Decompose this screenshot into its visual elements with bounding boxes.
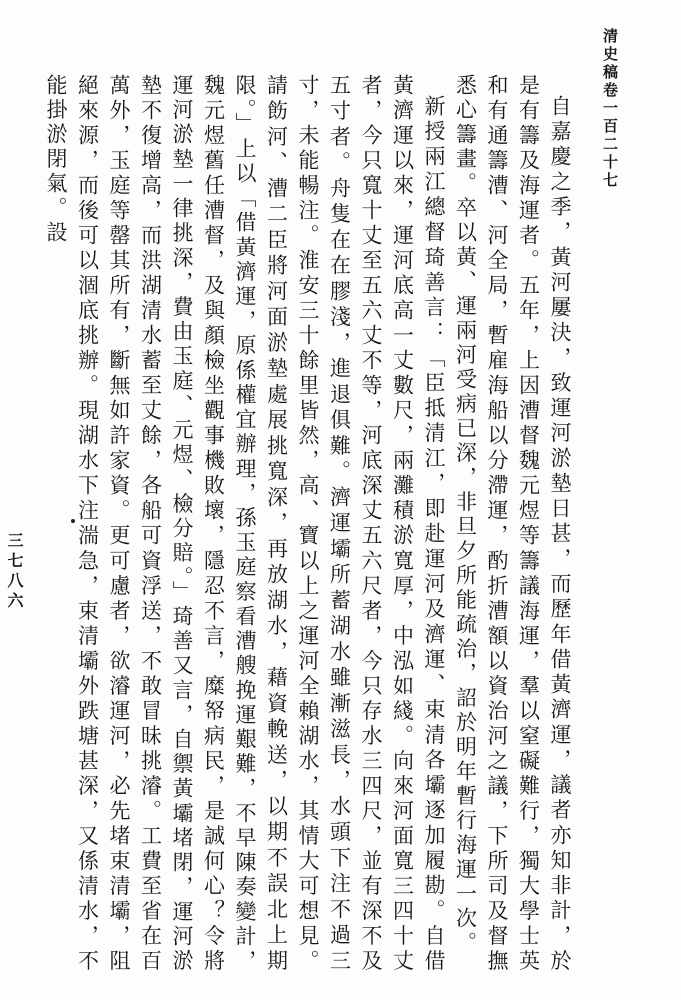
paragraph-1: 自嘉慶之季，黃河屢決，致運河淤墊日甚，而歷年借黃濟運，議者亦知非計，於是有籌及海運者。五年，上因漕督魏元煜等籌議海運，羣以窒礙難行，獨大學士英和有通籌漕、河全局，暫雇海船以分滯運，酌折漕額以資治河之議，下所司及督撫悉心籌畫。卒以黃、運兩河受病已深，非旦夕所能疏治，詔於明年暫行海運一次。	[453, 74, 572, 974]
vertical-text-body	[44, 74, 575, 974]
running-header: 清史稿卷一百二十七	[601, 28, 619, 190]
paragraph-2: 新授兩江總督琦善言：「臣抵清江，即赴運河及濟運、束清各壩逐加履勘。自借黃濟運以來，運河底高一丈數尺，兩灘積淤寬厚，中泓如綫。向來河面寬三四十丈者，今只寬十丈至五六丈不等，河底深丈五六尺者，今只存水三四尺，並有深不及五寸者。舟隻在在膠淺，進退俱難。濟運壩所蓄湖水雖漸滋長，水頭下注不過三寸，未能暢注。淮安三十餘里皆然，高、寶以上之運河全賴湖水，其情大可想見。請飭河、漕二臣將河面淤墊處展挑寬深，再放湖水，藉資輓送，以期不誤北上期限。」上以「借黃濟運，原係權宜辦理，孫玉庭察看漕艘挽運艱難，不早陳奏變計，魏元煜舊任漕督，及與顏檢坐觀事機敗壞，隱忍不言，糜帑病民，是誠何心？令將運河淤墊一律挑深，費由玉庭、元煜、檢分賠。」琦善又言，自禦黃壩堵閉，運河淤墊不復增高，而洪湖清水蓄至丈餘，各船可資浮送，不敢冒昧挑濬。工費至省在百萬外，玉庭等罄其所有，斷無如許家資。更可慮者，欲濬運河，必先堵束清壩，阻絕來源，而後可以涸底挑辦。現湖水下注湍急，束清壩外跌塘甚深，又係清水，不能掛淤閉氣。設	[44, 74, 446, 974]
page-number: 三七八六	[5, 532, 24, 612]
